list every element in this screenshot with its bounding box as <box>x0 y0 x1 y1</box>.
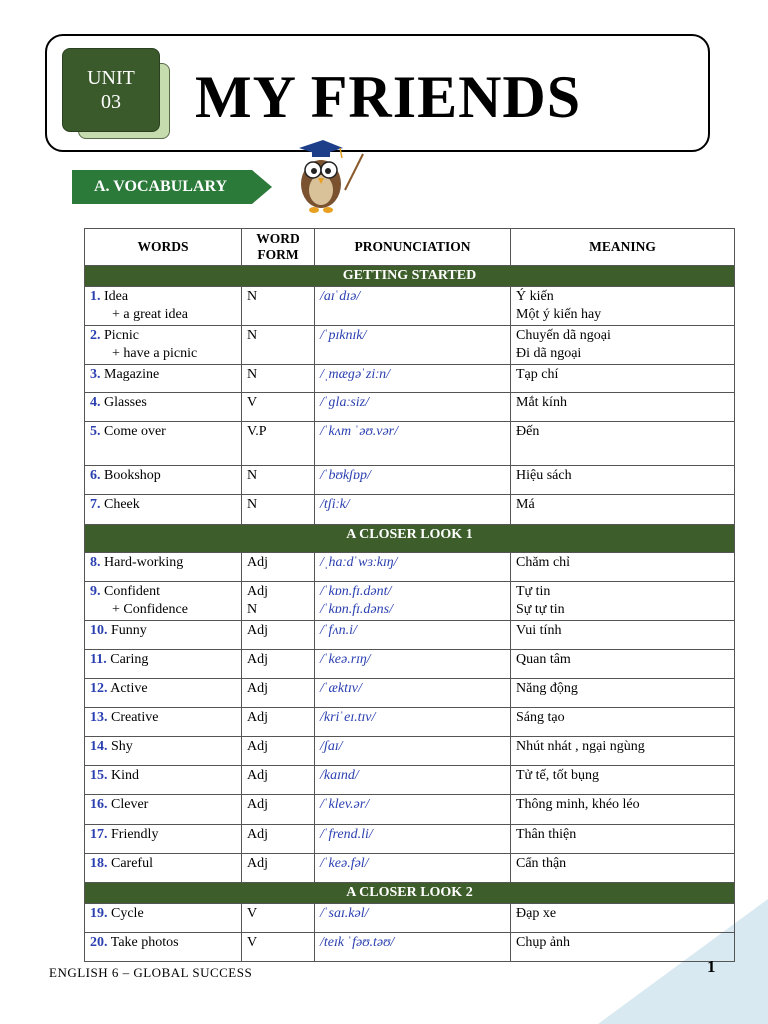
word-form-cell <box>242 582 315 621</box>
column-header: PRONUNCIATION <box>315 229 511 266</box>
owl-teacher-icon <box>290 138 370 216</box>
word-text: Kind <box>111 768 139 783</box>
meaning: Thân thiện <box>516 827 577 842</box>
word-form: Adj <box>247 623 268 638</box>
unit-number: 03 <box>101 91 121 113</box>
table-body <box>85 266 735 962</box>
pronunciation: /ˈkeə.rɪŋ/ <box>320 652 371 667</box>
pronunciation: /ˈkʌm ˈəʊ.vər/ <box>320 424 399 439</box>
meaning-cell <box>511 393 735 422</box>
meaning: Tử tế, tốt bụng <box>516 768 600 783</box>
table-row <box>85 553 735 582</box>
meaning: Thông minh, khéo léo <box>516 797 640 812</box>
table-row <box>85 422 735 466</box>
word-form: Adj <box>247 827 268 842</box>
word-cell <box>85 766 242 795</box>
word-text: Glasses <box>104 395 147 410</box>
pronunciation-cell <box>315 766 511 795</box>
word-number: 13. <box>90 710 108 725</box>
pronunciation: /ˈfʌn.i/ <box>320 623 357 638</box>
word-cell <box>85 495 242 525</box>
table-row <box>85 737 735 766</box>
word-form: Adj <box>247 739 268 754</box>
table-row <box>85 365 735 393</box>
word-form: V.P <box>247 424 267 439</box>
word-form: N <box>247 497 258 512</box>
word-form: N <box>247 289 258 304</box>
table-row <box>85 825 735 854</box>
meaning-cell <box>511 582 735 621</box>
section-label: A CLOSER LOOK 1 <box>85 525 735 553</box>
meaning-cell <box>511 287 735 326</box>
word-text: Confident <box>104 584 160 599</box>
meaning: Chuyến dã ngoại <box>516 328 611 343</box>
column-header: WORDS <box>85 229 242 266</box>
word-text: Hard-working <box>104 555 184 570</box>
word-text: Cycle <box>111 906 144 921</box>
word-text: Funny <box>111 623 147 638</box>
word-phrase: + have a picnic <box>112 346 198 361</box>
pronunciation: /ˈæktɪv/ <box>320 681 362 696</box>
word-cell <box>85 582 242 621</box>
word-number: 18. <box>90 856 108 871</box>
table-row <box>85 287 735 326</box>
section-tag-arrow <box>252 170 272 204</box>
word-number: 8. <box>90 555 101 570</box>
word-text: Picnic <box>104 328 139 343</box>
word-form: Adj <box>247 797 268 812</box>
word-form-cell <box>242 393 315 422</box>
meaning: Nhút nhát , ngại ngùng <box>516 739 645 754</box>
word-text: Careful <box>111 856 153 871</box>
word-form-cell <box>242 365 315 393</box>
pronunciation: /tʃiːk/ <box>320 497 350 512</box>
word-cell <box>85 621 242 650</box>
word-number: 10. <box>90 623 108 638</box>
meaning: Quan tâm <box>516 652 571 667</box>
meaning: Cẩn thận <box>516 856 567 871</box>
meaning-cell <box>511 933 735 962</box>
word-number: 11. <box>90 652 107 667</box>
pronunciation-cell <box>315 553 511 582</box>
table-row <box>85 795 735 825</box>
table-row <box>85 650 735 679</box>
word-cell <box>85 422 242 466</box>
pronunciation-secondary: /ˈkɒn.fɪ.dəns/ <box>320 602 393 617</box>
word-text: Take photos <box>110 935 179 950</box>
meaning: Má <box>516 497 535 512</box>
word-number: 9. <box>90 584 101 599</box>
pronunciation: /kriˈeɪ.tɪv/ <box>320 710 376 725</box>
page-number: 1 <box>707 957 716 976</box>
word-text: Come over <box>104 424 166 439</box>
pronunciation-cell <box>315 287 511 326</box>
pronunciation-cell <box>315 326 511 365</box>
footer-text: ENGLISH 6 – GLOBAL SUCCESS <box>49 965 253 980</box>
word-form-cell <box>242 933 315 962</box>
meaning: Tạp chí <box>516 367 559 382</box>
pronunciation-cell <box>315 495 511 525</box>
meaning: Đến <box>516 424 540 439</box>
word-form-cell <box>242 854 315 883</box>
word-cell <box>85 854 242 883</box>
table-row <box>85 466 735 495</box>
word-number: 16. <box>90 797 108 812</box>
pronunciation: /ˈklev.ər/ <box>320 797 370 812</box>
unit-badge <box>62 48 160 132</box>
pronunciation: /ˈkɒn.fɪ.dənt/ <box>320 584 392 599</box>
word-text: Friendly <box>111 827 159 842</box>
word-cell <box>85 326 242 365</box>
word-form-cell <box>242 553 315 582</box>
meaning-cell <box>511 621 735 650</box>
word-text: Cheek <box>104 497 140 512</box>
meaning: Đạp xe <box>516 906 557 921</box>
section-row <box>85 525 735 553</box>
meaning-cell <box>511 904 735 933</box>
pronunciation-cell <box>315 737 511 766</box>
table-row <box>85 393 735 422</box>
meaning-cell <box>511 737 735 766</box>
pronunciation-cell <box>315 621 511 650</box>
meaning: Mắt kính <box>516 395 567 410</box>
pronunciation: /ˈbʊkʃɒp/ <box>320 468 371 483</box>
pronunciation: /ˈɡlaːsiz/ <box>320 395 370 410</box>
pronunciation: /ˈkeə.fəl/ <box>320 856 369 871</box>
word-cell <box>85 708 242 737</box>
word-form-cell <box>242 708 315 737</box>
meaning-secondary: Một ý kiến hay <box>516 307 602 322</box>
pronunciation-cell <box>315 393 511 422</box>
word-number: 4. <box>90 395 101 410</box>
pronunciation: /ˈfrend.li/ <box>320 827 373 842</box>
word-form: N <box>247 468 258 483</box>
section-row <box>85 883 735 904</box>
pronunciation: /ʃaɪ/ <box>320 739 343 754</box>
word-text: Creative <box>111 710 159 725</box>
word-form-cell <box>242 825 315 854</box>
word-text: Active <box>110 681 148 696</box>
word-form-cell <box>242 422 315 466</box>
word-form-cell <box>242 466 315 495</box>
section-label: A CLOSER LOOK 2 <box>85 883 735 904</box>
word-form-cell <box>242 495 315 525</box>
table-row <box>85 904 735 933</box>
word-text: Magazine <box>104 367 160 382</box>
word-form-cell <box>242 679 315 708</box>
word-cell <box>85 795 242 825</box>
pronunciation: /ˌmæɡəˈziːn/ <box>320 367 390 382</box>
word-cell <box>85 393 242 422</box>
pronunciation: /ˌhaːdˈwɜːkɪŋ/ <box>320 555 398 570</box>
pronunciation: /aɪˈdɪə/ <box>320 289 361 304</box>
meaning: Chăm chỉ <box>516 555 571 570</box>
word-phrase: + Confidence <box>112 602 188 617</box>
vocabulary-table <box>84 228 735 962</box>
word-cell <box>85 904 242 933</box>
word-form: Adj <box>247 681 268 696</box>
word-number: 7. <box>90 497 101 512</box>
section-row <box>85 266 735 287</box>
word-form: Adj <box>247 768 268 783</box>
word-number: 19. <box>90 906 108 921</box>
word-phrase: + a great idea <box>112 307 188 322</box>
word-form: Adj <box>247 856 268 871</box>
word-cell <box>85 650 242 679</box>
word-text: Idea <box>104 289 129 304</box>
table-row <box>85 621 735 650</box>
column-header: WORD FORM <box>242 229 315 266</box>
meaning-cell <box>511 795 735 825</box>
meaning-cell <box>511 422 735 466</box>
word-text: Clever <box>111 797 149 812</box>
word-cell <box>85 933 242 962</box>
word-form-secondary: N <box>247 602 258 617</box>
meaning: Chụp ảnh <box>516 935 571 950</box>
word-number: 6. <box>90 468 101 483</box>
word-form: N <box>247 328 258 343</box>
pronunciation-cell <box>315 933 511 962</box>
word-form: N <box>247 367 258 382</box>
table-header-row <box>85 229 735 266</box>
word-number: 1. <box>90 289 101 304</box>
word-form-cell <box>242 650 315 679</box>
meaning: Sáng tạo <box>516 710 565 725</box>
pronunciation: /teɪk ˈfəʊ.təʊ/ <box>320 935 395 950</box>
meaning-cell <box>511 466 735 495</box>
word-form-cell <box>242 795 315 825</box>
word-text: Caring <box>110 652 149 667</box>
meaning-cell <box>511 854 735 883</box>
word-form-cell <box>242 737 315 766</box>
table-row <box>85 582 735 621</box>
meaning-secondary: Sự tự tin <box>516 602 565 617</box>
word-form-cell <box>242 766 315 795</box>
meaning-cell <box>511 553 735 582</box>
pronunciation: /ˈsaɪ.kəl/ <box>320 906 369 921</box>
word-form: Adj <box>247 652 268 667</box>
pronunciation: /ˈpɪknɪk/ <box>320 328 367 343</box>
word-number: 20. <box>90 935 108 950</box>
table-row <box>85 679 735 708</box>
meaning-cell <box>511 495 735 525</box>
meaning: Ý kiến <box>516 289 554 304</box>
pronunciation-cell <box>315 825 511 854</box>
meaning-cell <box>511 650 735 679</box>
meaning-cell <box>511 326 735 365</box>
table-row <box>85 933 735 962</box>
word-cell <box>85 287 242 326</box>
pronunciation-cell <box>315 365 511 393</box>
word-number: 5. <box>90 424 101 439</box>
meaning: Năng động <box>516 681 578 696</box>
meaning-cell <box>511 679 735 708</box>
word-form: Adj <box>247 710 268 725</box>
page-title: MY FRIENDS <box>195 64 582 130</box>
pronunciation-cell <box>315 422 511 466</box>
meaning: Vui tính <box>516 623 562 638</box>
word-cell <box>85 466 242 495</box>
meaning-cell <box>511 365 735 393</box>
word-text: Shy <box>111 739 133 754</box>
word-number: 14. <box>90 739 108 754</box>
word-form-cell <box>242 326 315 365</box>
table-row <box>85 495 735 525</box>
word-text: Bookshop <box>104 468 161 483</box>
meaning-cell <box>511 708 735 737</box>
pronunciation-cell <box>315 854 511 883</box>
table-row <box>85 326 735 365</box>
word-number: 17. <box>90 827 108 842</box>
section-label: GETTING STARTED <box>85 266 735 287</box>
word-form-cell <box>242 621 315 650</box>
word-number: 15. <box>90 768 108 783</box>
word-number: 12. <box>90 681 108 696</box>
word-cell <box>85 679 242 708</box>
pronunciation: /kaɪnd/ <box>320 768 359 783</box>
pronunciation-cell <box>315 466 511 495</box>
word-form: V <box>247 395 258 410</box>
unit-label: UNIT <box>87 67 135 89</box>
pronunciation-cell <box>315 582 511 621</box>
word-form: V <box>247 935 258 950</box>
word-form: Adj <box>247 584 268 599</box>
meaning-secondary: Đi dã ngoại <box>516 346 582 361</box>
word-form: Adj <box>247 555 268 570</box>
table-row <box>85 854 735 883</box>
word-cell <box>85 365 242 393</box>
meaning-cell <box>511 766 735 795</box>
section-tag: A. VOCABULARY <box>72 170 252 204</box>
meaning-cell <box>511 825 735 854</box>
word-number: 2. <box>90 328 101 343</box>
word-form-cell <box>242 287 315 326</box>
column-header: MEANING <box>511 229 735 266</box>
pronunciation-cell <box>315 650 511 679</box>
word-form: V <box>247 906 258 921</box>
word-cell <box>85 825 242 854</box>
pronunciation-cell <box>315 904 511 933</box>
pronunciation-cell <box>315 708 511 737</box>
meaning: Tự tin <box>516 584 551 599</box>
word-cell <box>85 737 242 766</box>
meaning: Hiệu sách <box>516 468 572 483</box>
pronunciation-cell <box>315 679 511 708</box>
word-form-cell <box>242 904 315 933</box>
word-cell <box>85 553 242 582</box>
table-row <box>85 766 735 795</box>
pronunciation-cell <box>315 795 511 825</box>
word-number: 3. <box>90 367 101 382</box>
table-row <box>85 708 735 737</box>
